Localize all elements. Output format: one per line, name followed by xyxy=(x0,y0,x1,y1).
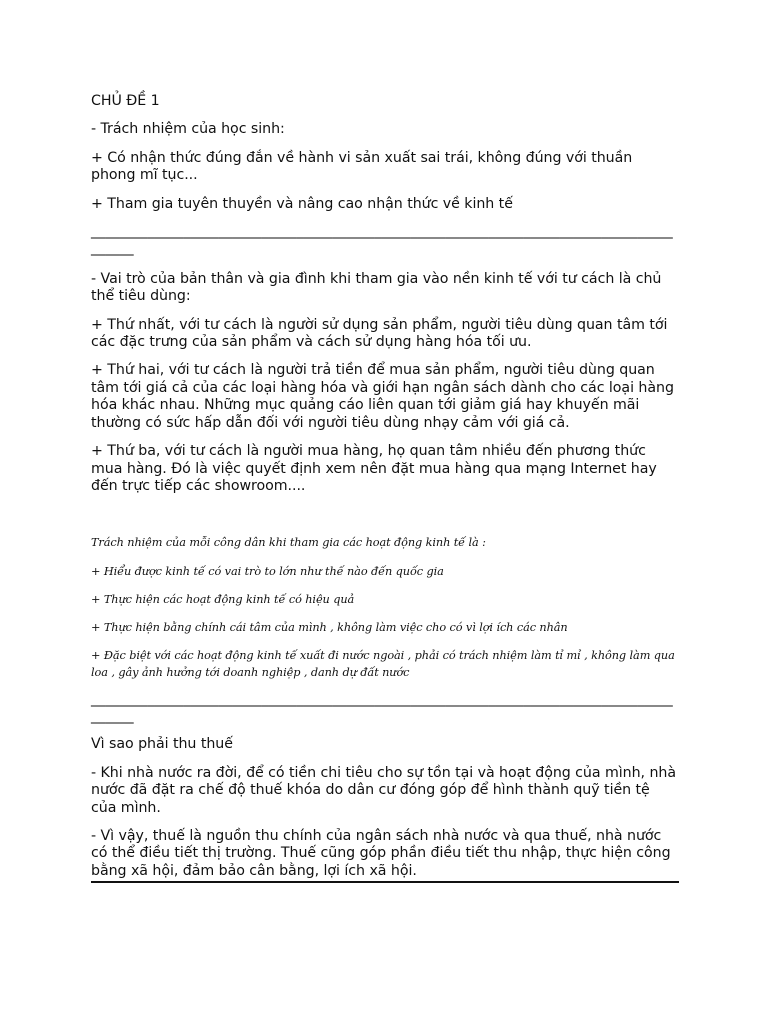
topic-title: CHỦ ĐỀ 1 xyxy=(91,93,160,109)
tax-reason-item: - Vì vậy, thuế là nguồn thu chính của ngân sách nhà nước và qua thuế, nhà nước có thể điều tiết thị trường. Thuế cũng góp phần điều tiết thu nhập, thực hiện công bằng xã hội, đảm bảo cân bằng, lợi ích xã hội. xyxy=(91,827,671,879)
student-responsibility-heading: - Trách nhiệm của học sinh: xyxy=(91,121,285,138)
student-responsibility-item: + Tham gia tuyên thuyền và nâng cao nhận thức về kinh tế xyxy=(91,195,513,212)
bottom-rule xyxy=(91,881,679,883)
citizen-responsibility-heading: Trách nhiệm của mỗi công dân khi tham gia các hoạt động kinh tế là : xyxy=(91,536,486,550)
consumer-role-item: + Thứ nhất, với tư cách là người sử dụng sản phẩm, người tiêu dùng quan tâm tới các đặc trưng của sản phẩm và cách sử dụng hàng hóa tối ưu. xyxy=(91,316,668,351)
tax-reason-item: - Khi nhà nước ra đời, để có tiền chi tiêu cho sự tồn tại và hoạt động của mình, nhà nước đã đặt ra chế độ thuế khóa do dân cư đóng góp để hình thành quỹ tiền tệ của mình. xyxy=(91,764,676,816)
separator-line: ________________________________________________________________________________________ xyxy=(91,223,673,257)
consumer-role-item: + Thứ ba, với tư cách là người mua hàng, họ quan tâm nhiều đến phương thức mua hàng. Đó là việc quyết định xem nên đặt mua hàng qua mạng Internet hay đến trực tiếp các showroom.... xyxy=(91,443,657,494)
tax-reason-heading: Vì sao phải thu thuế xyxy=(91,736,233,753)
citizen-responsibility-item: + Thực hiện bằng chính cái tâm của mình , không làm việc cho có vì lợi ích các nhân xyxy=(91,620,568,634)
citizen-responsibility-item: + Thực hiện các hoạt động kinh tế có hiệu quả xyxy=(91,592,355,606)
document-body xyxy=(91,91,679,883)
consumer-role-item: + Thứ hai, với tư cách là người trả tiền để mua sản phẩm, người tiêu dùng quan tâm tới giá cả của các loại hàng hóa và giới hạn ngân sách dành cho các loại hàng hóa khác nhau. Những mục quảng cáo liên quan tới giảm giá hay khuyến mãi thường có sức hấp dẫn đối với người tiêu dùng nhạy cảm với giá cả. xyxy=(91,362,674,431)
citizen-responsibility-item: + Đặc biệt với các hoạt động kinh tế xuất đi nước ngoài , phải có trách nhiệm làm tỉ mỉ , không làm qua loa , gây ảnh hưởng tới doanh nghiệp , danh dự đất nước xyxy=(91,649,675,680)
student-responsibility-item: + Có nhận thức đúng đắn về hành vi sản xuất sai trái, không đúng với thuần phong mĩ tục... xyxy=(91,149,633,184)
consumer-role-heading: - Vai trò của bản thân và gia đình khi tham gia vào nền kinh tế với tư cách là chủ thể tiêu dùng: xyxy=(91,270,662,305)
citizen-responsibility-item: + Hiểu được kinh tế có vai trò to lớn như thế nào đến quốc gia xyxy=(91,564,444,578)
separator-line: ________________________________________________________________________________________ xyxy=(91,690,673,724)
